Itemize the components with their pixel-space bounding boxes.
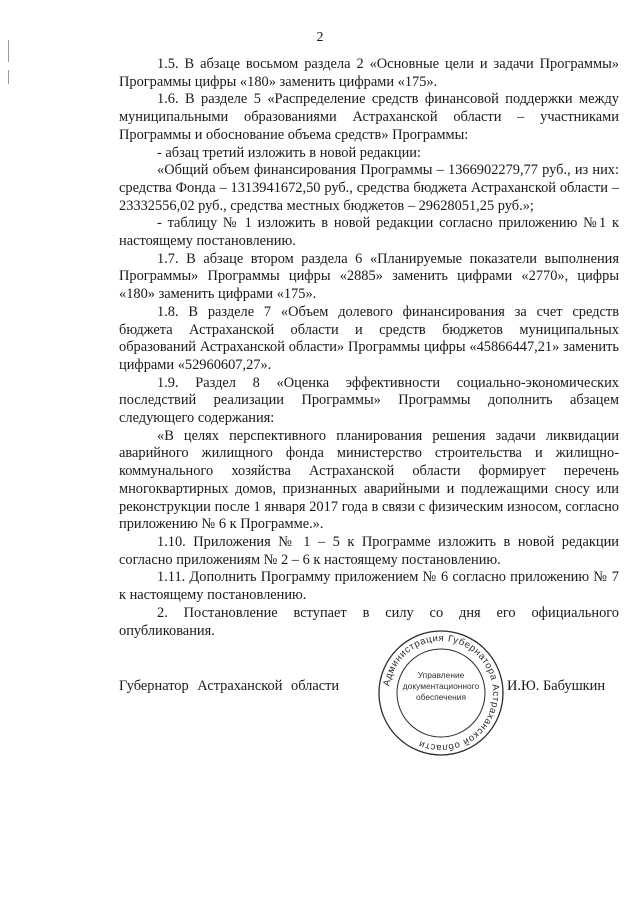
stamp-ring-text: Администрация Губернатора Астраханской области [381,632,502,754]
page-number: 2 [316,30,324,45]
paragraph: - таблицу № 1 изложить в новой редакции согласно приложению №1 к настоящему постановлению. [119,215,619,250]
paragraph: 2. Постановление вступает в силу со дня его официального опубликования. [119,604,619,639]
signatory-position: Губернатор Астраханской области [119,678,340,694]
paragraph: «Общий объем финансирования Программы – 1366902279,77 руб., из них: средства Фонда – 1313941672,50 руб., средства бюджета Астраханской области – 23332556,02 руб., средства местных бюджетов – 29628051,25 руб.»; [119,162,619,214]
document-body [119,56,619,640]
paragraph: 1.7. В абзаце втором раздела 6 «Планируемые показатели выполнения Программы» Программы цифры «2885» заменить цифрами «2770», цифры «180» заменить цифрами «175». [119,250,619,303]
paragraph: - абзац третий изложить в новой редакции: [157,144,421,161]
margin-mark [8,70,9,84]
paragraph: 1.6. В разделе 5 «Распределение средств финансовой поддержки между муниципальными образованиями Астраханской области – участниками Программы и обоснование объема средств» Программы: [119,91,619,143]
paragraph: 1.5. В абзаце восьмом раздела 2 «Основные цели и задачи Программы» Программы цифры «180» заменить цифрами «175». [119,56,619,90]
signatory-name: И.Ю. Бабушкин [507,678,606,694]
paragraph: 1.10. Приложения № 1 – 5 к Программе изложить в новой редакции согласно приложениям № 2 – 6 к настоящему постановлению. [119,533,619,568]
paragraph: 1.11. Дополнить Программу приложением № 6 согласно приложению № 7 к настоящему постановлению. [119,569,619,604]
stamp-center-text: Управление документационного обеспечения [402,670,480,702]
paragraph: 1.9. Раздел 8 «Оценка эффективности социально-экономических последствий реализации Программы» Программы дополнить абзацем следующего содержания: [119,374,619,427]
paragraph: «В целях перспективного планирования решения задачи ликвидации аварийного жилищного фонда министерство строительства и жилищно-коммунального хозяйства Астраханской области формирует перечень многоквартирных домов, признанных аварийными и подлежащими сносу или реконструкции после 1 января 2017 года в связи с физическим износом, согласно приложению № 6 к Программе.». [119,427,619,533]
paragraph: 1.8. В разделе 7 «Объем долевого финансирования за счет средств бюджета Астраханской области и средств бюджетов муниципальных образований Астраханской области» Программы цифры «45866447,21» заменить цифрами «52960607,27». [119,303,619,373]
